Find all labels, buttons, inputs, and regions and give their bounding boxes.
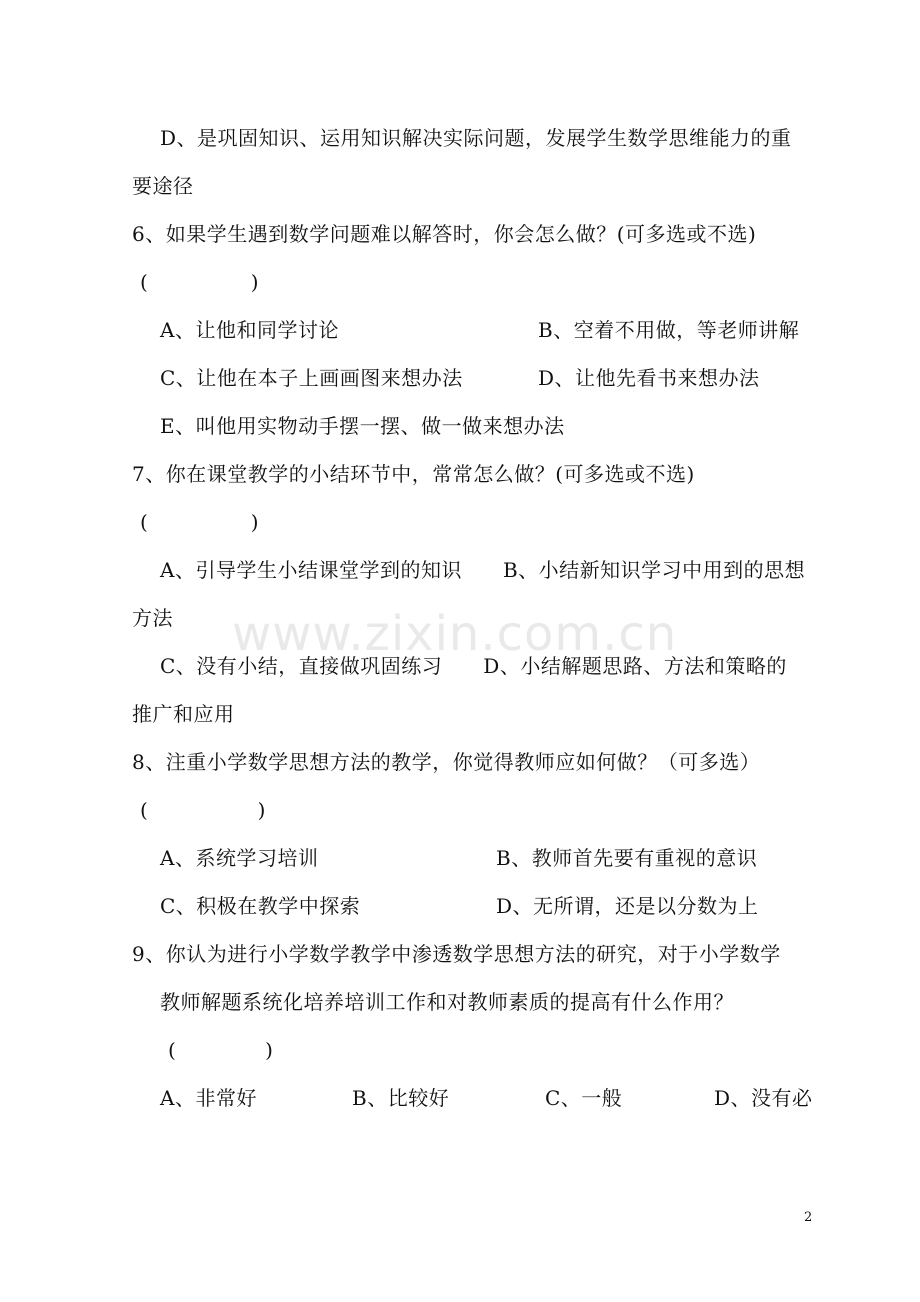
question-8-option-b: B、教师首先要有重视的意识 xyxy=(496,846,758,870)
question-7-answer-blank: ( ) xyxy=(140,510,260,534)
question-6: 6、如果学生遇到数学问题难以解答时，你会怎么做？(可多选或不选) xyxy=(132,222,757,246)
question-9: 9、你认为进行小学数学教学中渗透数学思想方法的研究，对于小学数学 xyxy=(132,942,781,966)
question-6-option-b: B、空着不用做，等老师讲解 xyxy=(538,318,800,342)
question-7: 7、你在课堂教学的小结环节中，常常怎么做？(可多选或不选) xyxy=(132,462,695,486)
question-6-option-e: E、叫他用实物动手摆一摆、做一做来想办法 xyxy=(160,414,565,438)
question-9-line2: 教师解题系统化培养培训工作和对教师素质的提高有什么作用？ xyxy=(160,990,734,1014)
question-6-answer-blank: ( ) xyxy=(140,270,260,294)
question-9-answer-blank: ( ) xyxy=(168,1038,274,1062)
question-9-option-c: C、一般 xyxy=(545,1086,623,1110)
question-6-option-a: A、让他和同学讨论 xyxy=(160,318,339,342)
question-7-options-a-b: A、引导学生小结课堂学到的知识 B、小结新知识学习中用到的思想 xyxy=(160,558,806,582)
question-8-option-d: D、无所谓，还是以分数为上 xyxy=(496,894,759,918)
question-7-option-d-cont: 推广和应用 xyxy=(132,702,235,726)
question-7-option-b-cont: 方法 xyxy=(132,606,173,630)
question-9-option-d: D、没有必 xyxy=(714,1086,813,1110)
question-8: 8、注重小学数学思想方法的教学，你觉得教师应如何做？（可多选） xyxy=(132,750,761,774)
question-7-options-c-d: C、没有小结，直接做巩固练习 D、小结解题思路、方法和策略的 xyxy=(160,654,787,678)
question-8-option-c: C、积极在教学中探索 xyxy=(160,894,361,918)
question-8-answer-blank: ( ) xyxy=(140,798,266,822)
q5-option-d-line2: 要途径 xyxy=(132,174,194,198)
question-6-option-d: D、让他先看书来想办法 xyxy=(538,366,760,390)
page-number: 2 xyxy=(804,1210,813,1225)
question-9-option-b: B、比较好 xyxy=(352,1086,450,1110)
question-8-option-a: A、系统学习培训 xyxy=(160,846,319,870)
watermark: www.zixin.com.cn xyxy=(232,606,678,662)
q5-option-d-line1: D、是巩固知识、运用知识解决实际问题，发展学生数学思维能力的重 xyxy=(160,126,792,150)
question-6-option-c: C、让他在本子上画画图来想办法 xyxy=(160,366,463,390)
question-9-option-a: A、非常好 xyxy=(160,1086,257,1110)
